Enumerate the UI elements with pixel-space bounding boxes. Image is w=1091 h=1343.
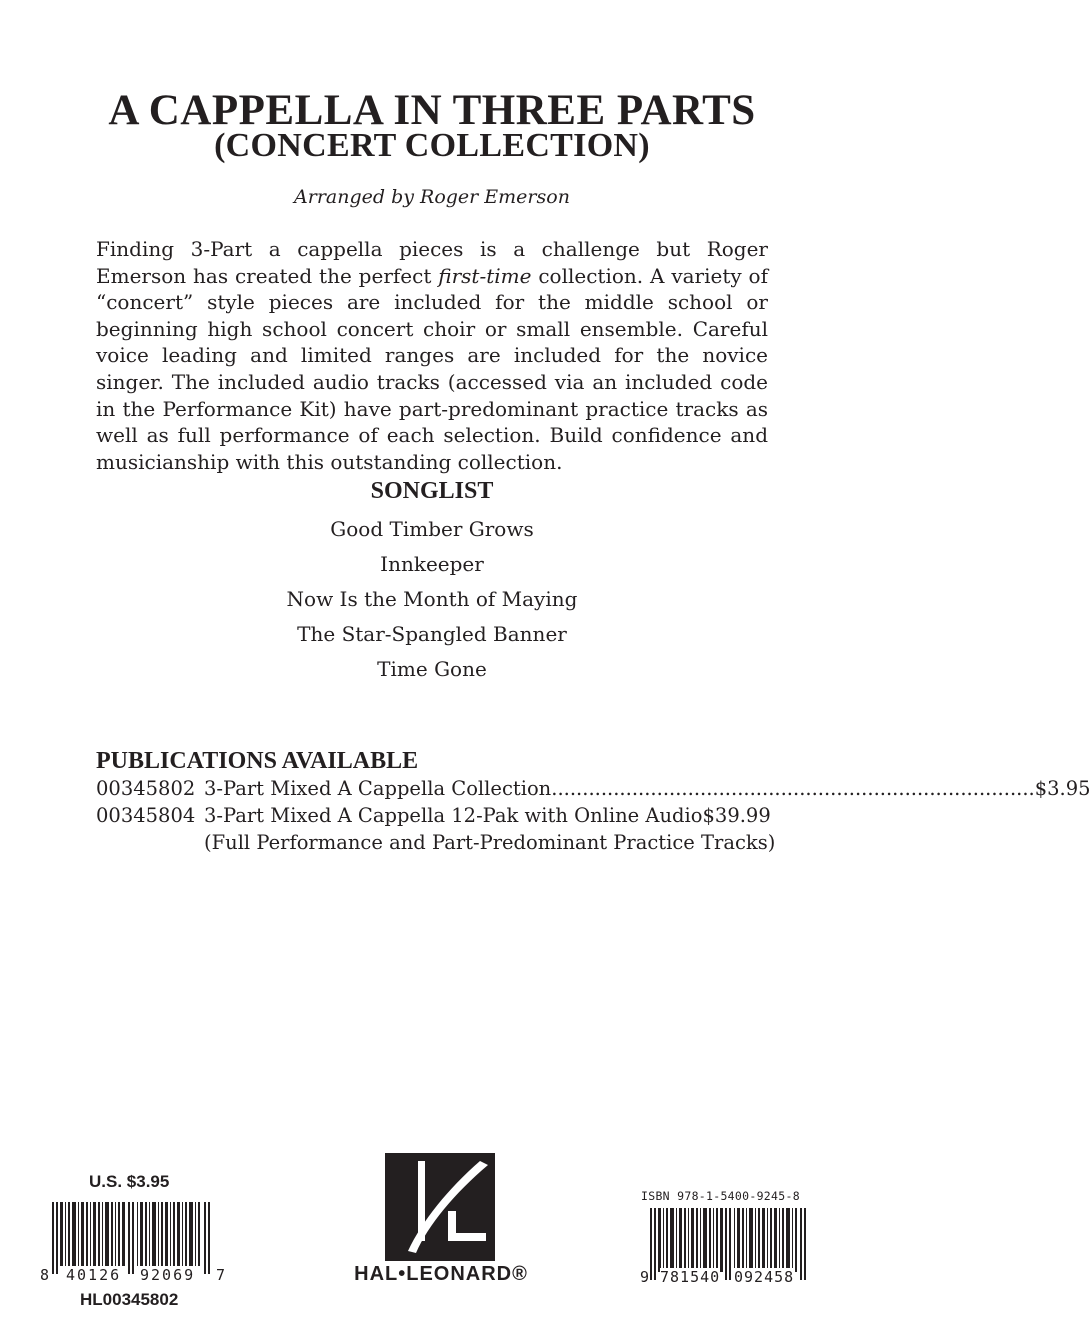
publication-code: 00345802 (96, 777, 196, 800)
us-price: U.S. $3.95 (89, 1172, 170, 1191)
upc-digits-left: 40126 (66, 1266, 122, 1284)
publication-row (96, 777, 1091, 800)
song-item: The Star-Spangled Banner (297, 622, 567, 646)
song-item: Now Is the Month of Maying (286, 587, 578, 611)
song-item: Innkeeper (380, 552, 484, 576)
song-item: Good Timber Grows (330, 517, 534, 541)
ean-digits-right: 092458 (734, 1268, 795, 1286)
arranger-credit: Arranged by Roger Emerson (294, 186, 570, 208)
publications-heading: PUBLICATIONS AVAILABLE (96, 748, 419, 774)
hl-code: HL00345802 (80, 1290, 179, 1309)
ean-digit-lead: 9 (640, 1268, 650, 1286)
publication-price: $39.99 (702, 804, 771, 827)
ean-digits-left: 781540 (660, 1268, 721, 1286)
publication-code: 00345804 (96, 804, 196, 827)
songlist-heading: SONGLIST (370, 478, 494, 504)
upc-digit-trail: 7 (216, 1266, 226, 1284)
hal-leonard-logo-text: HAL•LEONARD® (354, 1263, 528, 1285)
publication-note: (Full Performance and Part-Predominant Practice Tracks) (204, 831, 776, 854)
song-item: Time Gone (377, 657, 487, 681)
songlist (0, 514, 864, 689)
upc-digit-lead: 8 (40, 1266, 50, 1284)
publication-row (96, 804, 771, 827)
publication-name: 3-Part Mixed A Cappella 12-Pak with Online Audio (204, 804, 703, 827)
description-emphasis: first-time (438, 263, 532, 288)
leader-dots: .............................................................................. (551, 777, 1035, 800)
upc-digits-right: 92069 (140, 1266, 196, 1284)
book-subtitle: (CONCERT COLLECTION) (214, 127, 650, 164)
isbn-label: ISBN 978-1-5400-9245-8 (641, 1189, 800, 1203)
publication-price: $3.95 (1034, 777, 1091, 800)
description: Finding 3-Part a cappella pieces is a challenge but Roger Emerson has created the perfect first-time collection. A variety of “concert” style pieces are included for the middle school or beginning high school concert choir or small ensemble. Careful voice leading and limited ranges are included for the novice singer. The included audio tracks (accessed via an included code in the Performance Kit) have part-predominant practice tracks as well as full performance of each selection. Build confidence and musicianship with this outstanding collection. (96, 237, 768, 474)
publication-name: 3-Part Mixed A Cappella Collection (204, 777, 552, 800)
book-title: A CAPPELLA IN THREE PARTS (108, 87, 756, 134)
